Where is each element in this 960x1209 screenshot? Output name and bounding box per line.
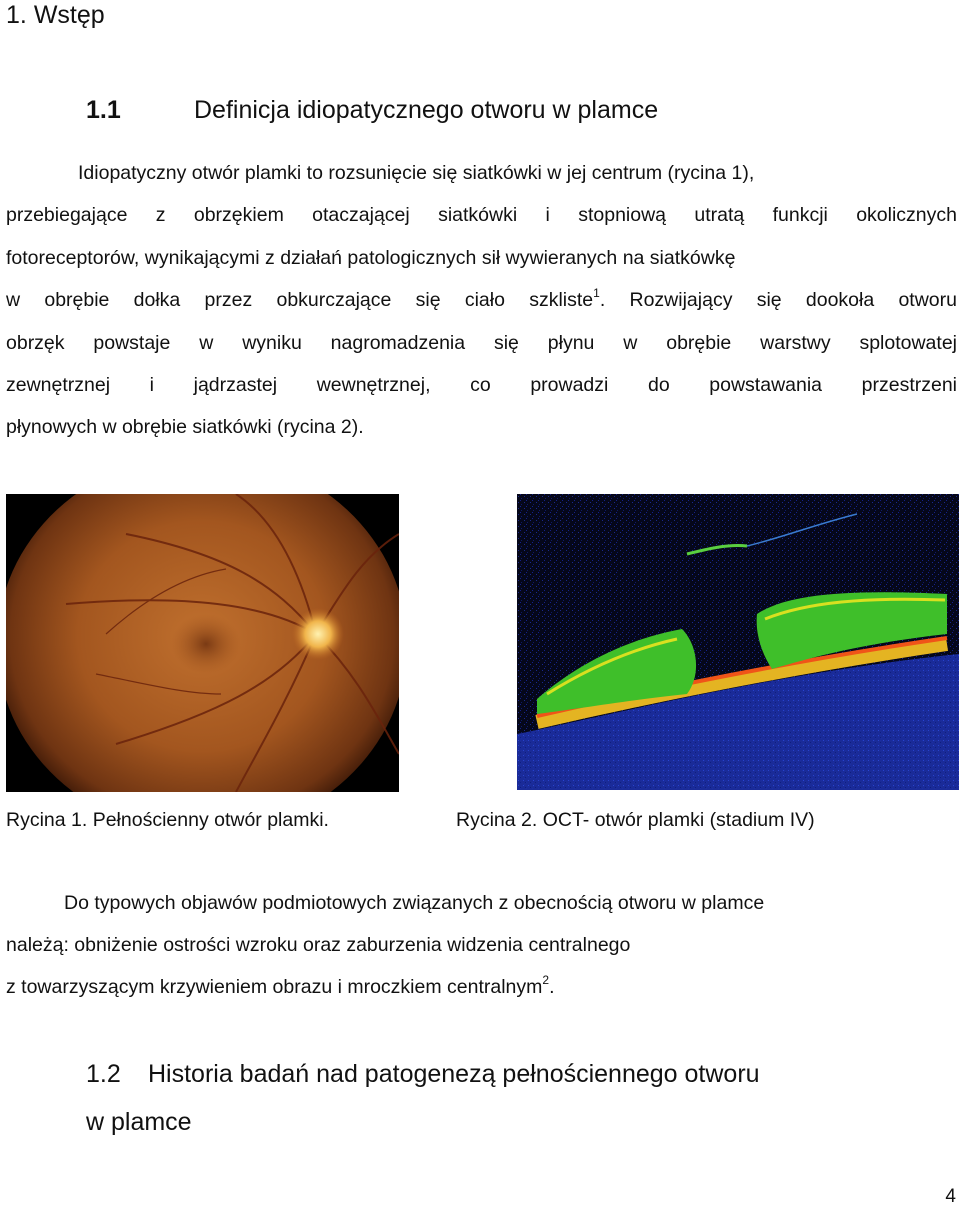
paragraph-line: Do typowych objawów podmiotowych związanych z obecnością otworu w plamce [64, 892, 765, 914]
paragraph-line: zewnętrznej i jądrzastej wewnętrznej, co prowadzi do powstawania przestrzeni [6, 374, 957, 396]
oct-scan-figure [517, 494, 959, 790]
paragraph-line: obrzęk powstaje w wyniku nagromadzenia się płynu w obrębie warstwy splotowatej [6, 332, 957, 354]
paragraph-line: fotoreceptorów, wynikającymi z działań patologicznych sił wywieranych na siatkówkę [6, 247, 736, 269]
figure-1-caption: Rycina 1. Pełnościenny otwór plamki. [6, 809, 329, 831]
subsection-title-continued: w plamce [86, 1108, 192, 1136]
section-number: 1. [6, 1, 27, 29]
subsection-number: 1.1 [86, 96, 121, 124]
subsection-heading-1-2 [86, 1059, 760, 1089]
footnote-ref: 1 [593, 285, 600, 300]
fundus-photo-image [6, 494, 399, 792]
subsection-number: 1.2 [86, 1060, 121, 1088]
paragraph-line: płynowych w obrębie siatkówki (rycina 2). [6, 416, 364, 438]
paragraph-line: przebiegające z obrzękiem otaczającej siatkówki i stopniową utratą funkcji okolicznych [6, 204, 957, 226]
page-number: 4 [945, 1186, 956, 1207]
subsection-heading-1-1 [86, 95, 658, 125]
paragraph-line: należą: obniżenie ostrości wzroku oraz zaburzenia widzenia centralnego [6, 934, 631, 956]
paragraph-line: Idiopatyczny otwór plamki to rozsunięcie się siatkówki w jej centrum (rycina 1), [78, 162, 755, 184]
subsection-title: Definicja idiopatycznego otworu w plamce [194, 96, 659, 124]
section-title: Wstęp [33, 1, 105, 29]
oct-scan-image [517, 494, 959, 790]
footnote-ref: 2 [542, 972, 550, 987]
paragraph-line: z towarzyszącym krzywieniem obrazu i mroczkiem centralnym$^2$. [6, 972, 555, 998]
figure-2-caption: Rycina 2. OCT- otwór plamki (stadium IV) [456, 809, 815, 831]
subsection-title: Historia badań nad patogenezą pełnościennego otworu [148, 1060, 760, 1088]
section-heading [6, 0, 105, 30]
paragraph-line: w obrębie dołka przez obkurczające się ciało szkliste$^1$. Rozwijający się dookoła otworu [6, 285, 957, 311]
fundus-photo-figure [6, 494, 399, 792]
